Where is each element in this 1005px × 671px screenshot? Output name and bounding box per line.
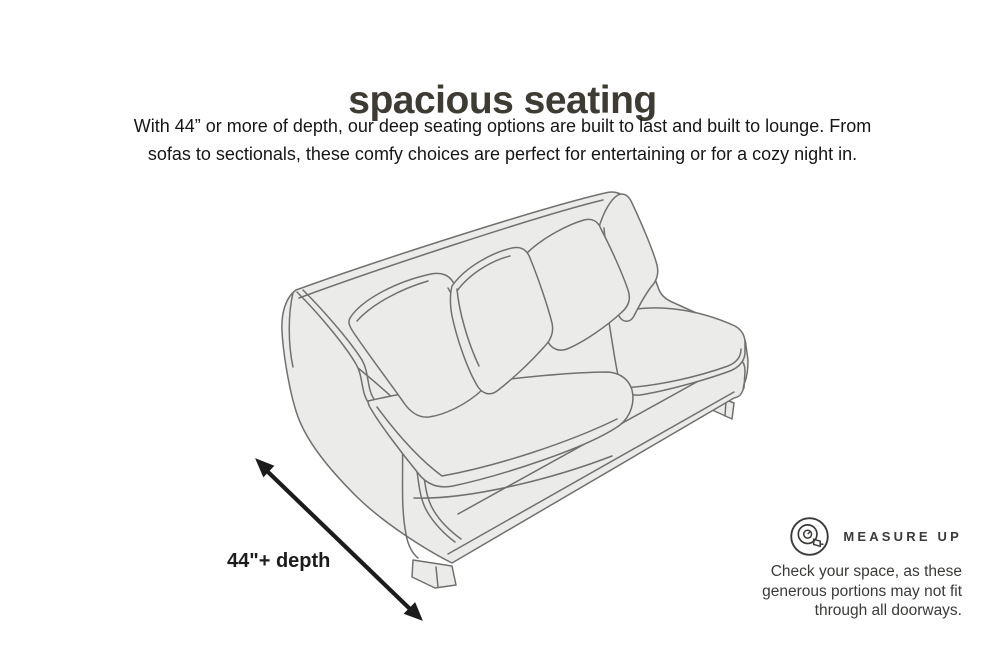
description-line-1: With 44” or more of depth, our deep seating options are built to last and built to lounge. From bbox=[133, 116, 872, 136]
page-title: spacious seating bbox=[348, 79, 657, 123]
description-line-2: sofas to sectionals, these comfy choices are perfect for entertaining or for a cozy night in. bbox=[147, 144, 858, 164]
sofa-drawing bbox=[282, 192, 748, 588]
measure-up-note-line-3: through all doorways. bbox=[814, 602, 962, 619]
measure-up-note-line-2: generous portions may not fit bbox=[762, 582, 962, 600]
measure-up-note-line-1: Check your space, as these bbox=[770, 563, 962, 580]
measure-up-section bbox=[744, 516, 962, 621]
measure-up-header bbox=[744, 516, 962, 557]
measure-up-title: MEASURE UP bbox=[843, 529, 962, 544]
tape-measure-icon bbox=[789, 516, 830, 557]
measure-up-note bbox=[744, 562, 962, 621]
depth-label: 44"+ depth bbox=[227, 550, 331, 572]
